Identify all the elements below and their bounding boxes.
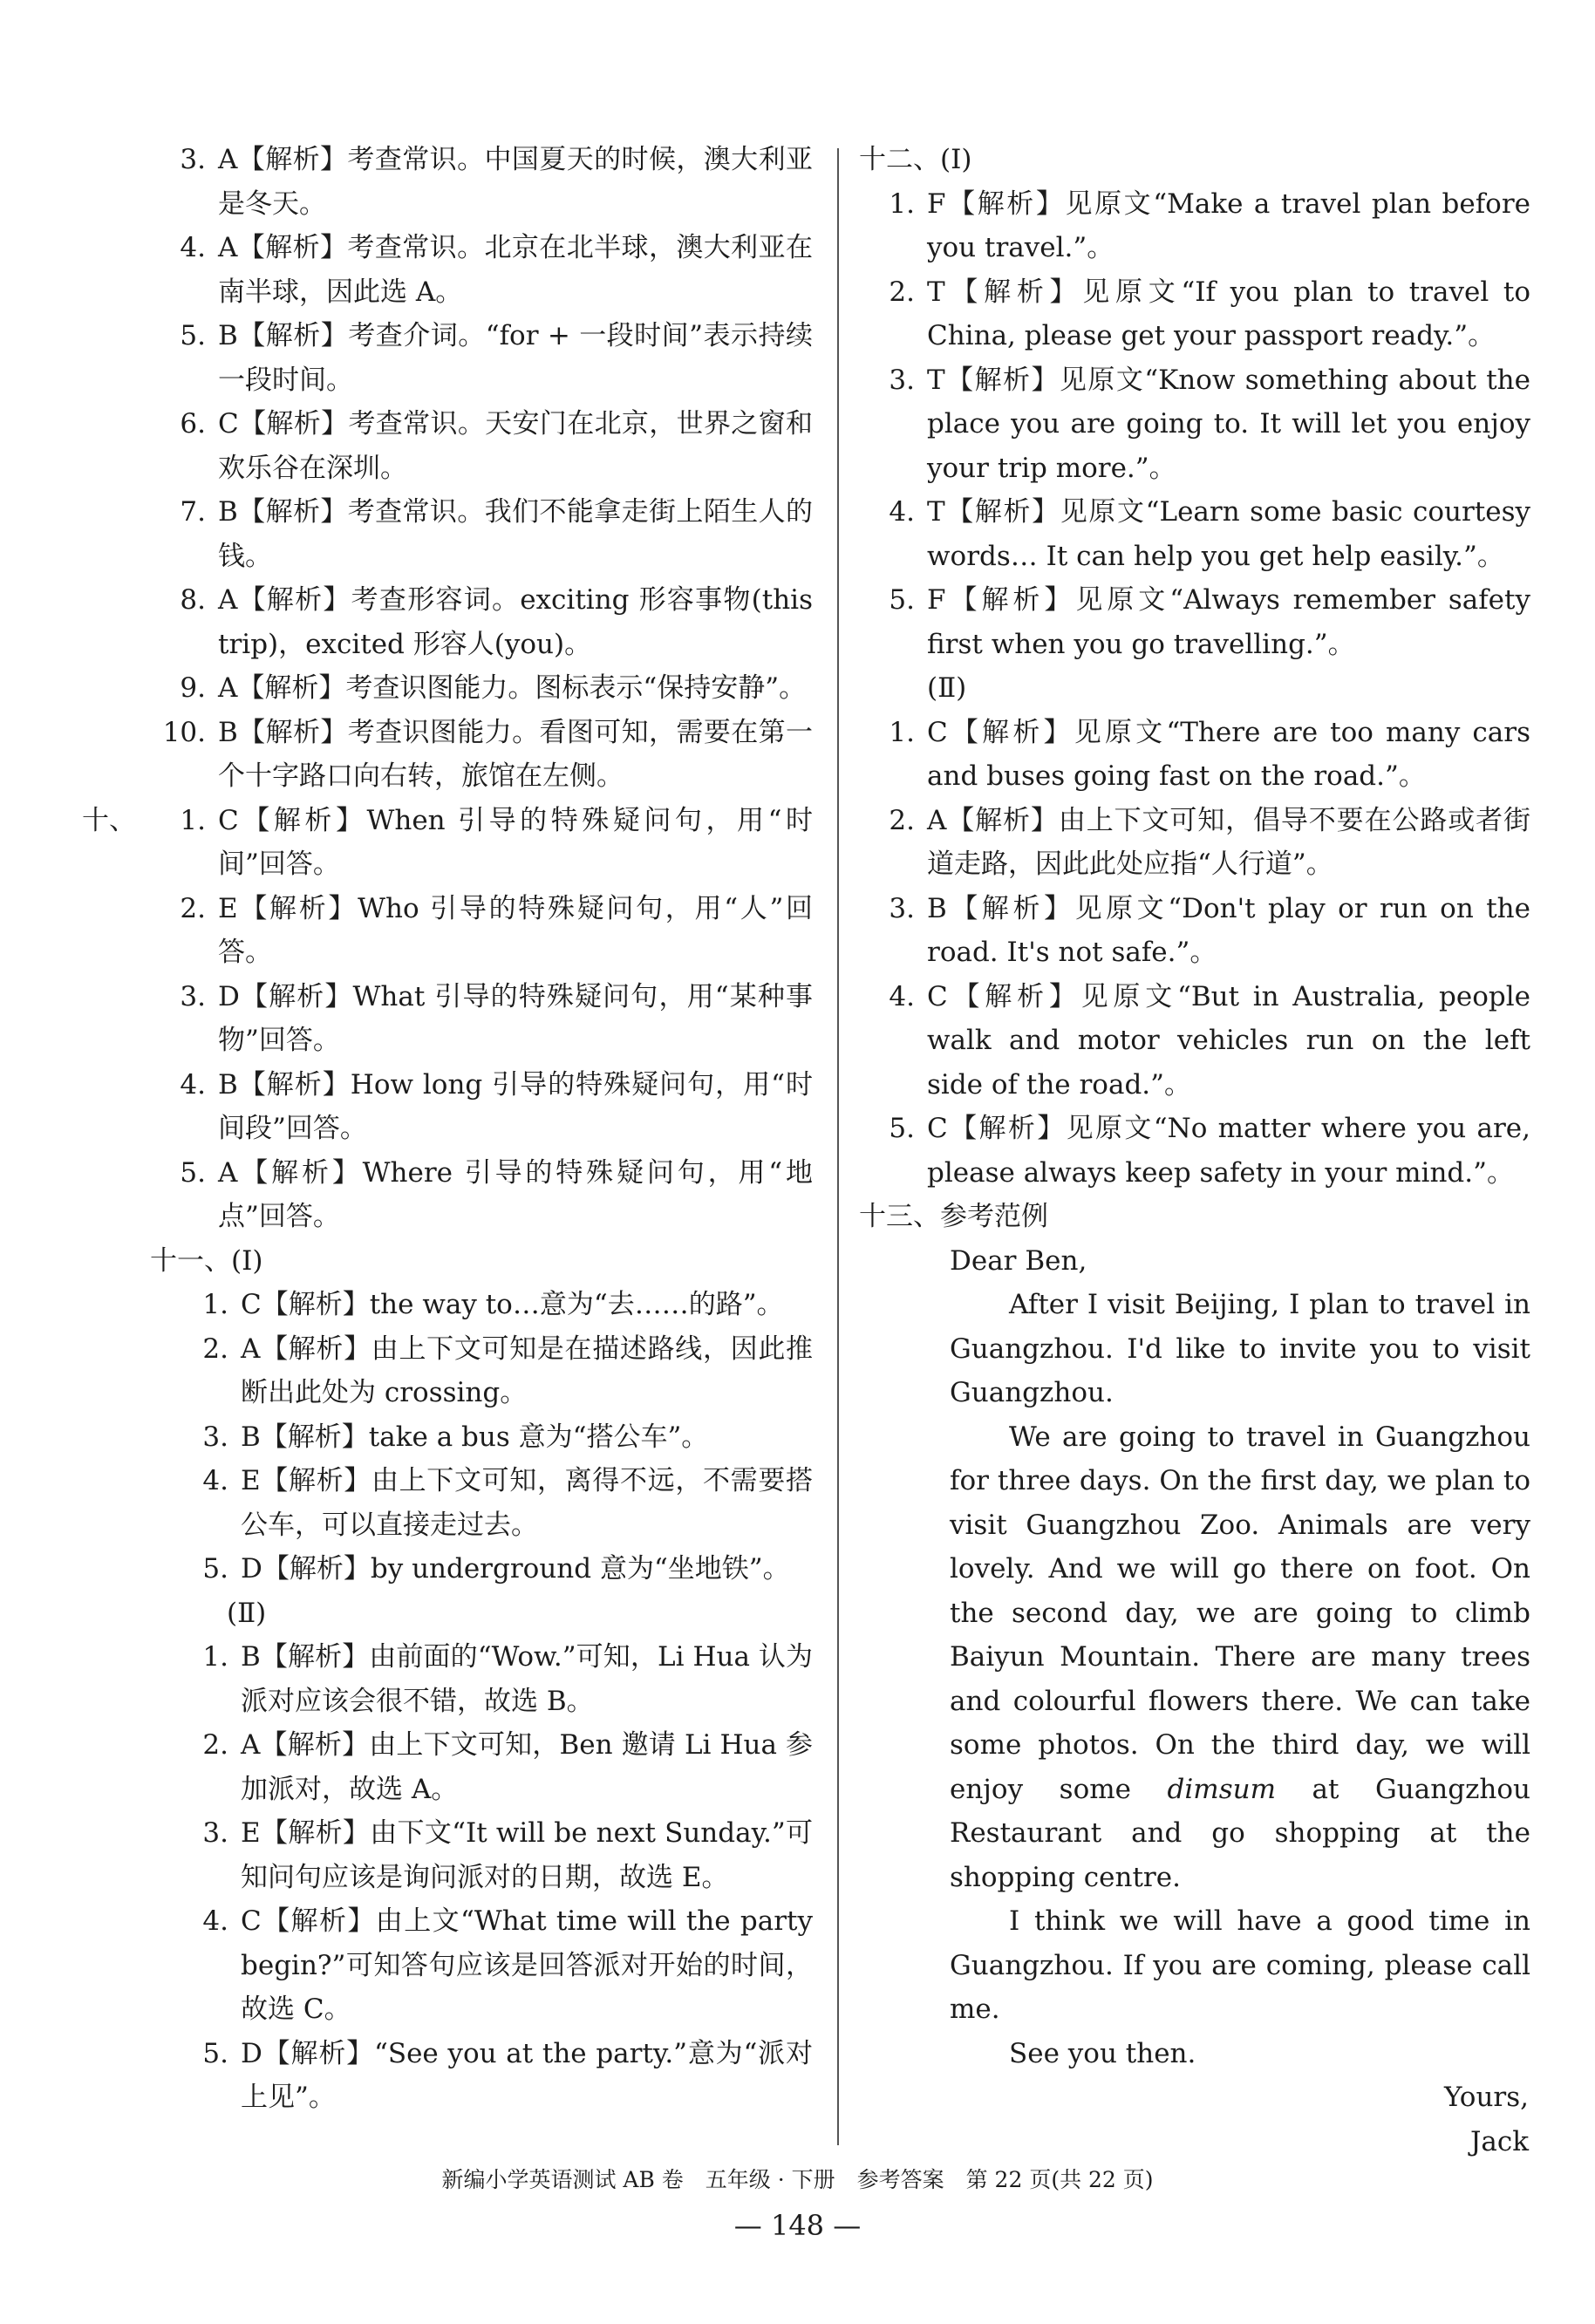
answer-item xyxy=(150,1151,813,1239)
item-number: 1. xyxy=(889,187,915,220)
item-text: C【解析】When 引导的特殊疑问句，用“时间”回答。 xyxy=(218,804,813,880)
item-number: 5. xyxy=(889,1113,915,1144)
answer-item xyxy=(859,270,1530,358)
item-number: 3. xyxy=(202,1817,228,1849)
item-text: B【解析】由前面的“Wow.”可知，Li Hua 认为派对应该会很不错，故选 B。 xyxy=(241,1641,813,1717)
item-number: 5. xyxy=(202,2037,228,2069)
item-number: 2. xyxy=(202,1729,228,1761)
item-number: 2. xyxy=(180,892,206,924)
item-number: 3. xyxy=(202,1421,228,1453)
left-column xyxy=(82,138,813,2120)
item-text: D【解析】What 引导的特殊疑问句，用“某种事物”回答。 xyxy=(218,980,813,1056)
item-text: C【解析】the way to…意为“去……的路”。 xyxy=(241,1289,784,1320)
answer-item xyxy=(859,490,1530,578)
item-number: 1. xyxy=(202,1641,228,1673)
item-text: A【解析】考查常识。中国夏天的时候，澳大利亚是冬天。 xyxy=(218,144,813,220)
item-number: 4. xyxy=(889,496,915,528)
answer-item xyxy=(859,799,1530,887)
sample-letter xyxy=(859,1239,1530,2164)
answer-item xyxy=(150,711,813,799)
item-text: B【解析】考查常识。我们不能拿走街上陌生人的钱。 xyxy=(218,496,813,572)
right-column xyxy=(859,138,1530,2164)
answer-item xyxy=(150,490,813,578)
answer-item xyxy=(150,314,813,402)
item-text: T【解析】见原文“Know something about the place you are going to. It will let you enjoy your trip more.”。 xyxy=(927,364,1530,484)
section-heading: 十一、(Ⅰ) xyxy=(150,1244,263,1277)
answer-item xyxy=(859,1107,1530,1195)
item-number: 4. xyxy=(202,1905,228,1937)
answer-item xyxy=(859,711,1530,799)
letter-body xyxy=(859,1239,1530,2076)
item-text: C【解析】见原文“There are too many cars and buses going fast on the road.”。 xyxy=(927,716,1530,792)
item-number: 3. xyxy=(889,364,915,396)
item-number: 1. xyxy=(202,1289,228,1320)
item-number: 8. xyxy=(180,584,206,616)
item-number: 4. xyxy=(180,232,206,263)
item-number: 1. xyxy=(889,716,915,748)
answer-item xyxy=(150,138,813,226)
item-text: D【解析】by underground 意为“坐地铁”。 xyxy=(241,1553,790,1585)
item-number: 4. xyxy=(889,980,915,1012)
letter-signature: Jack xyxy=(1469,2125,1529,2157)
item-number: 4. xyxy=(180,1068,206,1101)
letter-paragraph-2-part-2: at Guangzhou Restaurant and go shopping at the shopping centre. xyxy=(950,1773,1530,1893)
item-text: T【解析】见原文“Learn some basic courtesy words… It can help you get help easily.”。 xyxy=(927,496,1530,572)
item-number: 3. xyxy=(180,980,206,1012)
answer-item xyxy=(150,1723,813,1811)
item-text: B【解析】见原文“Don't play or run on the road. It's not safe.”。 xyxy=(927,892,1530,968)
column-divider xyxy=(837,148,839,2145)
item-text: B【解析】考查识图能力。看图可知，需要在第一个十字路口向右转，旅馆在左侧。 xyxy=(218,716,813,792)
page-number: — 148 — xyxy=(733,2209,862,2242)
answer-item xyxy=(150,975,813,1063)
answer-item xyxy=(150,1415,813,1460)
answer-item xyxy=(150,226,813,314)
item-text: A【解析】Where 引导的特殊疑问句，用“地点”回答。 xyxy=(218,1156,813,1232)
answer-item xyxy=(150,1547,813,1591)
item-number: 2. xyxy=(889,276,915,308)
item-text: A【解析】考查常识。北京在北半球，澳大利亚在南半球，因此选 A。 xyxy=(218,232,813,308)
letter-paragraph-2 xyxy=(950,1415,1530,1900)
subsection-heading: (Ⅱ) xyxy=(227,1597,267,1629)
answer-item xyxy=(150,1327,813,1415)
answer-item xyxy=(150,402,813,490)
item-number: 7. xyxy=(180,496,206,528)
item-text: B【解析】How long 引导的特殊疑问句，用“时间段”回答。 xyxy=(218,1068,813,1144)
item-text: C【解析】考查常识。天安门在北京，世界之窗和欢乐谷在深圳。 xyxy=(218,408,813,484)
section-heading: 十二、(Ⅰ) xyxy=(859,144,972,175)
answer-item xyxy=(859,975,1530,1107)
right-answer-list xyxy=(859,138,1530,1239)
item-text: E【解析】由上下文可知，离得不远，不需要搭公车，可以直接走过去。 xyxy=(241,1465,813,1541)
answer-item xyxy=(150,666,813,711)
item-text: A【解析】由上下文可知，倡导不要在公路或者街道走路，因此此处应指“人行道”。 xyxy=(927,804,1530,880)
item-text: A【解析】考查形容词。exciting 形容事物(this trip)，excited 形容人(you)。 xyxy=(218,584,813,660)
answer-item xyxy=(859,358,1530,491)
answer-item xyxy=(150,1811,813,1899)
item-number: 2. xyxy=(889,804,915,836)
answer-item xyxy=(150,2032,813,2120)
item-text: A【解析】由上下文可知，Ben 邀请 Li Hua 参加派对，故选 A。 xyxy=(241,1729,813,1805)
item-number: 3. xyxy=(180,144,206,175)
item-text: E【解析】Who 引导的特殊疑问句，用“人”回答。 xyxy=(218,892,813,968)
item-number: 5. xyxy=(180,320,206,351)
item-text: C【解析】由上文“What time will the party begin?”可知答句应该是回答派对开始的时间，故选 C。 xyxy=(241,1905,813,2025)
item-text: E【解析】由下文“It will be next Sunday.”可知问句应该是询问派对的日期，故选 E。 xyxy=(241,1817,813,1893)
item-text: C【解析】见原文“No matter where you are, please always keep safety in your mind.”。 xyxy=(927,1113,1530,1189)
letter-paragraph-1: After I visit Beijing, I plan to travel in Guangzhou. I'd like to invite you to visit Guangzhou. xyxy=(950,1289,1530,1408)
item-number: 2. xyxy=(202,1332,228,1365)
answer-item xyxy=(150,1635,813,1723)
item-number: 5. xyxy=(180,1156,206,1189)
item-number: 6. xyxy=(180,408,206,440)
answer-item xyxy=(150,1063,813,1151)
item-text: T【解析】见原文“If you plan to travel to China, please get your passport ready.”。 xyxy=(927,276,1530,351)
item-number: 9. xyxy=(180,672,206,704)
answer-item xyxy=(859,182,1530,270)
letter-paragraph-3: I think we will have a good time in Guangzhou. If you are coming, please call me. xyxy=(950,1905,1530,2025)
letter-paragraph-4: See you then. xyxy=(1009,2037,1196,2069)
letter-paragraph-2-part-1: We are going to travel in Guangzhou for three days. On the first day, we plan to visit Guangzhou Zoo. Animals are very lovely. And we will go there on foot. On the second day, we are going to climb Baiyun Mountain. There are many trees and colourful flowers there. We can take some photos. On the third day, we will enjoy some xyxy=(950,1421,1530,1805)
item-number: 1. xyxy=(180,804,206,836)
answer-item xyxy=(150,1459,813,1547)
section-heading: 十三、参考范例 xyxy=(859,1201,1048,1232)
answer-item xyxy=(859,887,1530,975)
answer-item xyxy=(150,1899,813,2032)
answer-item xyxy=(150,1283,813,1327)
item-number: 5. xyxy=(889,584,915,616)
answer-item xyxy=(859,578,1530,666)
item-text: B【解析】考查介词。“for + 一段时间”表示持续一段时间。 xyxy=(218,320,813,396)
answer-item xyxy=(150,887,813,975)
letter-greeting: Dear Ben, xyxy=(950,1244,1087,1277)
item-text: B【解析】take a bus 意为“搭公车”。 xyxy=(241,1421,709,1453)
item-text: F【解析】见原文“Make a travel plan before you travel.”。 xyxy=(927,187,1530,263)
item-number: 3. xyxy=(889,892,915,924)
item-number: 5. xyxy=(202,1553,228,1585)
answer-item xyxy=(150,578,813,666)
item-text: A【解析】由上下文可知是在描述路线，因此推断出此处为 crossing。 xyxy=(241,1332,813,1408)
item-text: F【解析】见原文“Always remember safety first when you go travelling.”。 xyxy=(927,584,1530,660)
item-text: D【解析】“See you at the party.”意为“派对上见”。 xyxy=(241,2037,813,2113)
item-text: A【解析】考查识图能力。图标表示“保持安静”。 xyxy=(218,672,807,704)
letter-italic-word: dimsum xyxy=(1167,1773,1276,1805)
subsection-heading: (Ⅱ) xyxy=(927,672,967,704)
item-number: 10. xyxy=(162,716,206,748)
page-footer: 新编小学英语测试 AB 卷 五年级 · 下册 参考答案 第 22 页(共 22 页) xyxy=(441,2167,1154,2192)
answer-item: 十、 1. C【解析】When 引导的特殊疑问句，用“时间”回答。 xyxy=(150,799,813,887)
item-text: C【解析】见原文“But in Australia, people walk and motor vehicles run on the left side of the road.”。 xyxy=(927,980,1530,1101)
item-number: 4. xyxy=(202,1465,228,1496)
letter-closing: Yours, xyxy=(1444,2082,1529,2113)
